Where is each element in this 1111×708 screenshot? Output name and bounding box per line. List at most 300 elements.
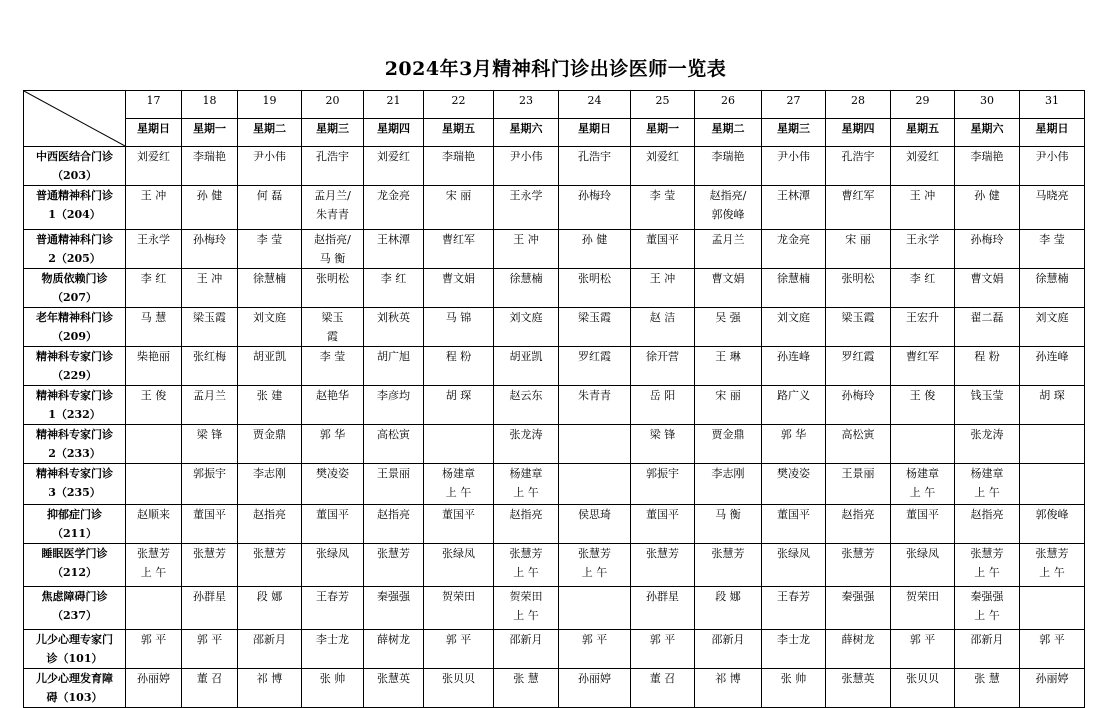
clinic-row xyxy=(24,186,1085,230)
doctor-name: 刘爱红 xyxy=(377,150,410,163)
doctor-name: 郭俊峰 xyxy=(1035,508,1069,521)
doctor-name: 张慧芳 xyxy=(377,547,410,560)
session-note: 上 午 xyxy=(974,486,1000,499)
doctor-name: 秦强强 xyxy=(841,590,875,603)
doctor-name: 董国平 xyxy=(646,508,679,521)
doctor-name: 刘秋英 xyxy=(377,311,410,324)
clinic-name-line: 碍（103） xyxy=(46,691,103,704)
doctor-cell xyxy=(424,347,494,386)
doctor-cell xyxy=(182,269,238,308)
doctor-name: 贺荣田 xyxy=(509,590,543,603)
doctor-cell xyxy=(826,669,891,708)
doctor-name: 李志刚 xyxy=(711,467,745,480)
doctor-name: 张慧芳 xyxy=(193,547,226,560)
doctor-cell xyxy=(559,147,631,186)
doctor-cell xyxy=(126,386,182,425)
clinic-name-line: 3（235） xyxy=(48,486,101,499)
doctor-cell xyxy=(494,630,559,669)
doctor-cell xyxy=(364,464,424,505)
doctor-name: 王春芳 xyxy=(777,590,810,603)
doctor-name: 张慧芳 xyxy=(253,547,286,560)
doctor-name: 郭 华 xyxy=(780,428,807,441)
doctor-name: 李 红 xyxy=(909,272,936,285)
clinic-name-line: 普通精神科门诊 xyxy=(36,233,113,246)
doctor-cell xyxy=(302,386,364,425)
doctor-name: 岳 阳 xyxy=(649,389,676,402)
doctor-cell xyxy=(826,386,891,425)
doctor-name: 王 冲 xyxy=(196,272,223,285)
session-note: 上 午 xyxy=(1039,566,1065,579)
doctor-cell xyxy=(126,347,182,386)
clinic-name xyxy=(24,230,126,269)
doctor-name: 马 锦 xyxy=(445,311,472,324)
doctor-name: 孙连峰 xyxy=(777,350,810,363)
doctor-name: 张 慧 xyxy=(974,672,1000,685)
clinic-name-line: （207） xyxy=(52,291,97,304)
doctor-cell xyxy=(891,505,955,544)
clinic-name-line: （212） xyxy=(52,566,97,579)
doctor-name: 张明松 xyxy=(841,272,875,285)
doctor-cell xyxy=(1020,347,1085,386)
doctor-cell xyxy=(364,505,424,544)
doctor-cell xyxy=(494,464,559,505)
doctor-name: 张绿凤 xyxy=(442,547,475,560)
doctor-cell xyxy=(494,669,559,708)
doctor-cell xyxy=(955,587,1020,630)
doctor-name: 赵艳华 xyxy=(316,389,349,402)
doctor-name: 张慧英 xyxy=(377,672,410,685)
doctor-name: 张 帅 xyxy=(319,672,346,685)
doctor-name: 钱玉莹 xyxy=(970,389,1004,402)
doctor-name: 吴 强 xyxy=(715,311,741,324)
weekday-header: 星期日 xyxy=(1020,119,1085,147)
doctor-name: 王 琳 xyxy=(715,350,741,363)
doctor-name: 赵指亮/ xyxy=(314,233,351,246)
doctor-cell xyxy=(364,630,424,669)
doctor-cell xyxy=(424,269,494,308)
doctor-name: 孟月兰/ xyxy=(314,189,351,202)
clinic-row xyxy=(24,669,1085,708)
doctor-name: 薛树龙 xyxy=(841,633,875,646)
doctor-name: 梁玉霞 xyxy=(841,311,875,324)
doctor-cell xyxy=(559,186,631,230)
doctor-cell xyxy=(126,425,182,464)
doctor-name: 侯思琦 xyxy=(578,508,611,521)
doctor-cell xyxy=(302,630,364,669)
doctor-name: 郭 平 xyxy=(445,633,472,646)
doctor-cell xyxy=(955,230,1020,269)
doctor-cell xyxy=(424,505,494,544)
page-title: 2024年3月精神科门诊出诊医师一览表 xyxy=(384,58,727,80)
doctor-cell xyxy=(126,505,182,544)
doctor-cell xyxy=(891,147,955,186)
doctor-cell xyxy=(424,147,494,186)
weekday-header: 星期五 xyxy=(424,119,494,147)
doctor-cell xyxy=(695,669,762,708)
doctor-cell xyxy=(891,544,955,587)
day-header-row xyxy=(24,91,1085,119)
doctor-cell xyxy=(762,505,826,544)
doctor-cell xyxy=(1020,386,1085,425)
clinic-name-line: （237） xyxy=(52,609,97,622)
doctor-name: 孙 健 xyxy=(196,189,223,202)
doctor-name: 张慧芳 xyxy=(711,547,745,560)
doctor-cell xyxy=(238,347,302,386)
doctor-cell xyxy=(695,308,762,347)
clinic-name xyxy=(24,587,126,630)
doctor-name: 董国平 xyxy=(316,508,349,521)
weekday-header: 星期二 xyxy=(238,119,302,147)
doctor-name: 孙 健 xyxy=(581,233,608,246)
doctor-cell xyxy=(762,186,826,230)
doctor-name: 李 红 xyxy=(380,272,407,285)
session-note: 上 午 xyxy=(140,566,167,579)
doctor-name: 梁玉霞 xyxy=(578,311,611,324)
clinic-name-line: 精神科专家门诊 xyxy=(36,467,113,480)
doctor-name: 马 衡 xyxy=(715,508,741,521)
doctor-cell xyxy=(826,269,891,308)
doctor-name: 胡亚凯 xyxy=(509,350,543,363)
doctor-name: 王春芳 xyxy=(316,590,349,603)
doctor-cell xyxy=(631,269,695,308)
doctor-name: 郭 华 xyxy=(319,428,346,441)
doctor-cell xyxy=(891,269,955,308)
doctor-cell xyxy=(302,505,364,544)
clinic-row xyxy=(24,464,1085,505)
doctor-cell xyxy=(364,425,424,464)
doctor-cell xyxy=(238,308,302,347)
clinic-name xyxy=(24,669,126,708)
doctor-cell xyxy=(559,308,631,347)
clinic-name xyxy=(24,308,126,347)
clinic-row xyxy=(24,230,1085,269)
doctor-cell xyxy=(826,587,891,630)
doctor-cell xyxy=(955,630,1020,669)
doctor-name: 赵顺来 xyxy=(137,508,170,521)
doctor-name: 王 俊 xyxy=(909,389,936,402)
doctor-name: 尹小伟 xyxy=(1035,150,1069,163)
doctor-cell xyxy=(494,230,559,269)
doctor-name: 孔浩宇 xyxy=(841,150,875,163)
clinic-name-line: 物质依赖门诊 xyxy=(41,272,108,285)
doctor-cell xyxy=(695,269,762,308)
doctor-name: 郭振宇 xyxy=(193,467,226,480)
doctor-name: 尹小伟 xyxy=(253,150,286,163)
day-header: 20 xyxy=(302,91,364,119)
doctor-name: 贺荣田 xyxy=(906,590,939,603)
clinic-name xyxy=(24,425,126,464)
doctor-cell xyxy=(826,425,891,464)
doctor-name: 段 娜 xyxy=(256,590,283,603)
session-note: 上 午 xyxy=(513,566,539,579)
doctor-cell xyxy=(494,425,559,464)
doctor-cell xyxy=(238,147,302,186)
weekday-header: 星期日 xyxy=(126,119,182,147)
doctor-cell xyxy=(695,386,762,425)
doctor-cell xyxy=(891,386,955,425)
doctor-name: 胡 琛 xyxy=(445,389,472,402)
doctor-cell xyxy=(891,308,955,347)
doctor-name: 贺荣田 xyxy=(442,590,475,603)
doctor-cell xyxy=(559,505,631,544)
clinic-name xyxy=(24,544,126,587)
doctor-name: 邵新月 xyxy=(970,633,1004,646)
doctor-cell xyxy=(494,147,559,186)
day-header: 21 xyxy=(364,91,424,119)
doctor-name: 秦强强 xyxy=(970,590,1004,603)
doctor-name: 程 粉 xyxy=(974,350,1000,363)
day-header: 28 xyxy=(826,91,891,119)
doctor-cell xyxy=(126,587,182,630)
doctor-cell xyxy=(826,308,891,347)
doctor-name: 孙丽婷 xyxy=(1035,672,1069,685)
doctor-cell xyxy=(559,669,631,708)
doctor-cell xyxy=(302,425,364,464)
doctor-name: 王 冲 xyxy=(649,272,676,285)
doctor-cell xyxy=(826,630,891,669)
doctor-name: 尹小伟 xyxy=(509,150,543,163)
clinic-name-line: 抑郁症门诊 xyxy=(47,508,102,521)
doctor-cell xyxy=(238,630,302,669)
clinic-name-line: 2（233） xyxy=(48,447,101,460)
doctor-name: 张明松 xyxy=(578,272,611,285)
doctor-name: 杨建章 xyxy=(906,467,939,480)
doctor-cell xyxy=(302,308,364,347)
doctor-name: 龙金亮 xyxy=(377,189,410,202)
doctor-name: 王 冲 xyxy=(513,233,539,246)
doctor-cell xyxy=(302,544,364,587)
doctor-name: 胡 琛 xyxy=(1039,389,1065,402)
doctor-name: 曹文娟 xyxy=(970,272,1004,285)
doctor-name: 张绿凤 xyxy=(316,547,349,560)
doctor-cell xyxy=(631,630,695,669)
doctor-name: 张 建 xyxy=(256,389,283,402)
clinic-row xyxy=(24,505,1085,544)
doctor-cell xyxy=(238,230,302,269)
weekday-header: 星期三 xyxy=(762,119,826,147)
day-header: 19 xyxy=(238,91,302,119)
doctor-cell xyxy=(182,386,238,425)
clinic-name-line: 1（232） xyxy=(48,408,101,421)
doctor-name: 赵指亮 xyxy=(841,508,875,521)
doctor-cell xyxy=(494,544,559,587)
clinic-name-line: （229） xyxy=(52,369,97,382)
doctor-name: 马晓亮 xyxy=(1035,189,1069,202)
diagonal-line xyxy=(24,91,125,146)
doctor-cell xyxy=(364,386,424,425)
doctor-cell xyxy=(955,505,1020,544)
doctor-name: 董 召 xyxy=(196,672,223,685)
doctor-cell xyxy=(762,544,826,587)
doctor-cell xyxy=(1020,269,1085,308)
schedule-table xyxy=(23,90,1085,708)
doctor-name: 贾金鼎 xyxy=(253,428,286,441)
clinic-name-line: 2（205） xyxy=(48,252,101,265)
doctor-cell xyxy=(559,269,631,308)
doctor-name: 刘爱红 xyxy=(137,150,170,163)
doctor-name: 李 莹 xyxy=(1039,233,1065,246)
doctor-cell xyxy=(695,230,762,269)
doctor-cell xyxy=(1020,147,1085,186)
doctor-name: 王宏升 xyxy=(906,311,939,324)
clinic-name-line: 老年精神科门诊 xyxy=(36,311,113,324)
doctor-name: 赵指亮 xyxy=(509,508,543,521)
doctor-cell xyxy=(955,464,1020,505)
clinic-name-line: 中西医结合门诊 xyxy=(36,150,113,163)
doctor-name: 王永学 xyxy=(137,233,170,246)
doctor-name: 龙金亮 xyxy=(777,233,810,246)
doctor-name: 曹文娟 xyxy=(442,272,475,285)
doctor-cell xyxy=(126,269,182,308)
doctor-cell xyxy=(955,186,1020,230)
weekday-header: 星期六 xyxy=(955,119,1020,147)
doctor-cell xyxy=(182,425,238,464)
doctor-cell xyxy=(182,147,238,186)
doctor-name: 孙连峰 xyxy=(1035,350,1069,363)
doctor-cell xyxy=(762,386,826,425)
weekday-header: 星期一 xyxy=(631,119,695,147)
doctor-cell xyxy=(762,464,826,505)
clinic-name-line: 1（204） xyxy=(48,208,101,221)
day-header: 30 xyxy=(955,91,1020,119)
doctor-name: 邵新月 xyxy=(509,633,543,646)
doctor-cell xyxy=(238,669,302,708)
doctor-cell xyxy=(1020,587,1085,630)
doctor-cell xyxy=(631,308,695,347)
doctor-cell xyxy=(182,308,238,347)
doctor-cell xyxy=(891,669,955,708)
doctor-name: 刘爱红 xyxy=(646,150,679,163)
doctor-cell xyxy=(695,425,762,464)
doctor-cell xyxy=(126,147,182,186)
doctor-cell xyxy=(238,186,302,230)
doctor-cell xyxy=(826,544,891,587)
doctor-cell xyxy=(1020,186,1085,230)
doctor-name: 段 娜 xyxy=(715,590,741,603)
doctor-cell xyxy=(494,587,559,630)
day-header: 29 xyxy=(891,91,955,119)
day-header: 18 xyxy=(182,91,238,119)
doctor-cell xyxy=(364,669,424,708)
doctor-cell xyxy=(424,464,494,505)
doctor-cell xyxy=(494,308,559,347)
clinic-name xyxy=(24,269,126,308)
doctor-cell xyxy=(364,230,424,269)
clinic-name-line: 精神科专家门诊 xyxy=(36,350,113,363)
clinic-name xyxy=(24,630,126,669)
doctor-name: 王林潭 xyxy=(777,189,810,202)
doctor-name: 孙梅玲 xyxy=(193,233,226,246)
doctor-cell xyxy=(695,630,762,669)
doctor-cell xyxy=(631,147,695,186)
doctor-name: 孔浩宇 xyxy=(578,150,611,163)
session-note: 上 午 xyxy=(909,486,936,499)
session-note: 霞 xyxy=(327,330,338,343)
doctor-name: 董国平 xyxy=(777,508,810,521)
weekday-header: 星期四 xyxy=(364,119,424,147)
doctor-cell xyxy=(126,464,182,505)
doctor-cell xyxy=(631,347,695,386)
clinic-row xyxy=(24,544,1085,587)
doctor-name: 郭 平 xyxy=(196,633,223,646)
doctor-cell xyxy=(494,505,559,544)
clinic-name-line: 精神科专家门诊 xyxy=(36,389,113,402)
doctor-name: 张贝贝 xyxy=(906,672,939,685)
weekday-header: 星期五 xyxy=(891,119,955,147)
doctor-cell xyxy=(424,386,494,425)
doctor-name: 徐慧楠 xyxy=(253,272,286,285)
doctor-name: 王永学 xyxy=(906,233,939,246)
doctor-name: 张慧芳 xyxy=(578,547,611,560)
doctor-name: 路广义 xyxy=(777,389,810,402)
doctor-cell xyxy=(559,386,631,425)
doctor-cell xyxy=(955,544,1020,587)
doctor-cell xyxy=(695,147,762,186)
doctor-cell xyxy=(826,147,891,186)
doctor-name: 徐开营 xyxy=(646,350,679,363)
doctor-cell xyxy=(182,464,238,505)
doctor-name: 樊凌姿 xyxy=(777,467,810,480)
doctor-name: 李 红 xyxy=(140,272,167,285)
day-header: 25 xyxy=(631,91,695,119)
doctor-name: 徐慧楠 xyxy=(509,272,543,285)
doctor-cell xyxy=(302,669,364,708)
doctor-cell xyxy=(126,308,182,347)
doctor-cell xyxy=(424,186,494,230)
doctor-cell xyxy=(695,464,762,505)
doctor-cell xyxy=(238,544,302,587)
doctor-cell xyxy=(891,587,955,630)
doctor-cell xyxy=(559,464,631,505)
doctor-name: 赵 洁 xyxy=(649,311,676,324)
doctor-cell xyxy=(182,230,238,269)
doctor-name: 杨建章 xyxy=(509,467,543,480)
doctor-name: 王林潭 xyxy=(377,233,410,246)
doctor-cell xyxy=(762,269,826,308)
doctor-name: 李 莹 xyxy=(319,350,346,363)
doctor-cell xyxy=(494,347,559,386)
doctor-cell xyxy=(559,544,631,587)
clinic-name-line: （211） xyxy=(52,527,97,540)
doctor-cell xyxy=(424,587,494,630)
clinic-name-line: 焦虑障碍门诊 xyxy=(41,590,108,603)
day-header: 27 xyxy=(762,91,826,119)
doctor-name: 孙 健 xyxy=(974,189,1000,202)
doctor-cell xyxy=(424,425,494,464)
doctor-name: 梁 锋 xyxy=(196,428,223,441)
clinic-name xyxy=(24,386,126,425)
doctor-name: 尹小伟 xyxy=(777,150,810,163)
doctor-cell xyxy=(1020,308,1085,347)
doctor-name: 邵新月 xyxy=(711,633,745,646)
doctor-name: 刘文庭 xyxy=(509,311,543,324)
doctor-name: 贾金鼎 xyxy=(711,428,745,441)
doctor-cell xyxy=(424,230,494,269)
doctor-cell xyxy=(494,186,559,230)
doctor-name: 邵新月 xyxy=(253,633,286,646)
doctor-cell xyxy=(826,505,891,544)
doctor-cell xyxy=(631,669,695,708)
clinic-name xyxy=(24,186,126,230)
doctor-name: 罗红霞 xyxy=(841,350,875,363)
doctor-name: 李瑞艳 xyxy=(442,150,475,163)
doctor-name: 郭 平 xyxy=(649,633,676,646)
doctor-name: 梁 锋 xyxy=(649,428,676,441)
doctor-name: 郭 平 xyxy=(1039,633,1065,646)
doctor-name: 王 冲 xyxy=(909,189,936,202)
doctor-cell xyxy=(695,347,762,386)
session-note: 上 午 xyxy=(513,609,539,622)
